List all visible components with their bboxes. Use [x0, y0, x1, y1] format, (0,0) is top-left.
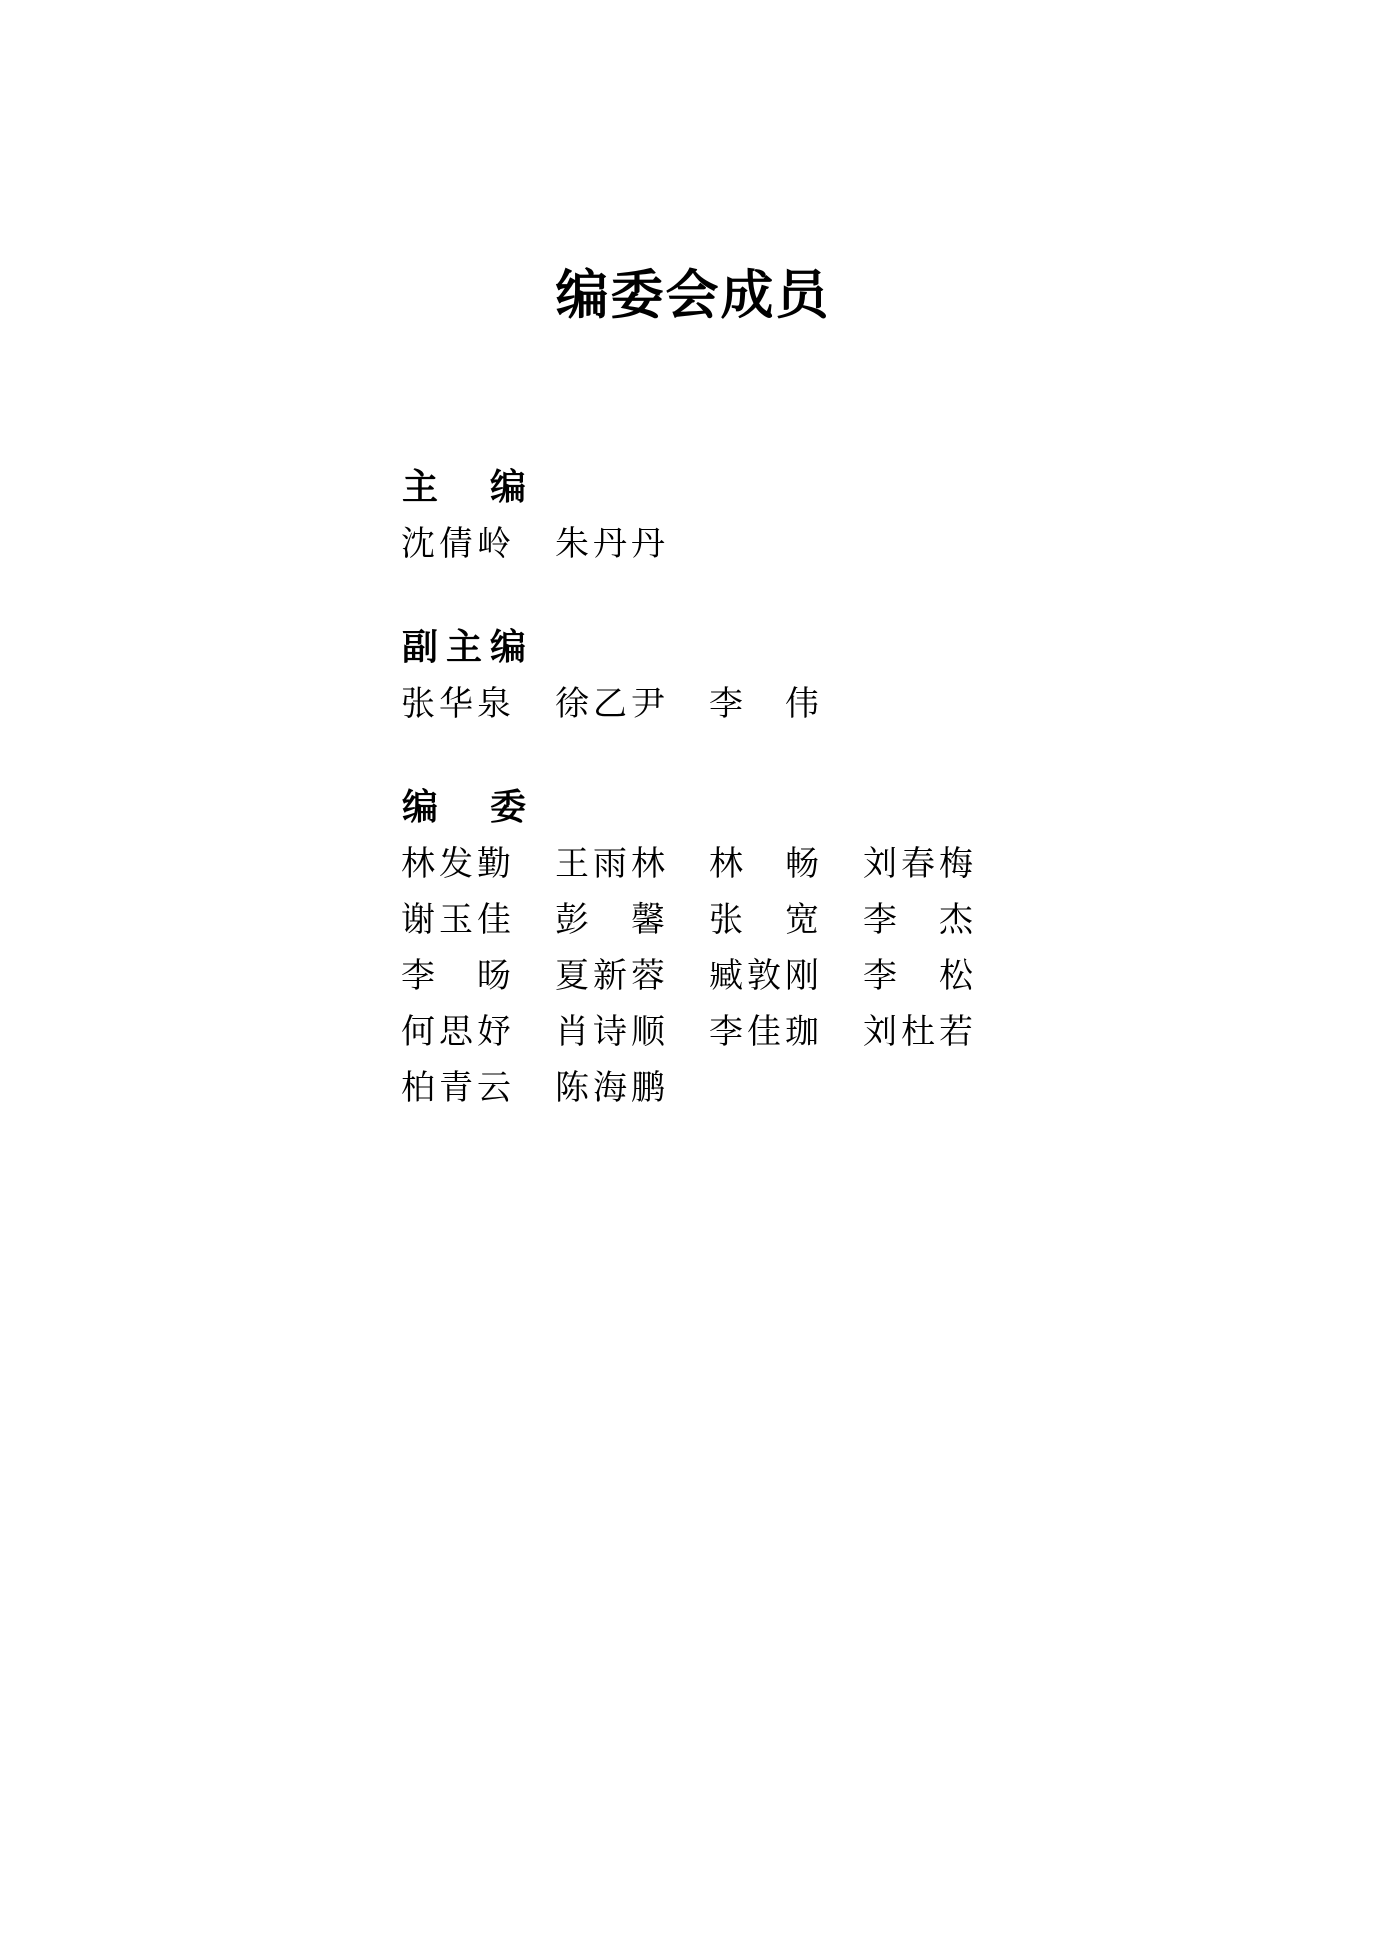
- editorial-board-row: [400, 842, 1100, 886]
- character: 旸: [477, 956, 511, 996]
- character: 玉: [439, 900, 473, 940]
- member-name: [554, 954, 666, 998]
- character: 敦: [747, 956, 781, 996]
- character: 华: [439, 684, 473, 724]
- member-name: [400, 842, 512, 886]
- character: 杰: [939, 900, 973, 940]
- character: 夏: [555, 956, 589, 996]
- member-name: [862, 898, 974, 942]
- deputy-chief-editor-row: [400, 682, 1100, 726]
- character: 副: [401, 627, 438, 668]
- character: 杜: [901, 1012, 935, 1052]
- member-name: [708, 842, 820, 886]
- member-name: [554, 898, 666, 942]
- character: 张: [709, 900, 743, 940]
- character: 畅: [785, 844, 819, 884]
- character: 编: [401, 787, 438, 828]
- character: 云: [477, 1068, 511, 1108]
- character: 李: [709, 684, 743, 724]
- member-name: [554, 522, 666, 566]
- page-title: 编委会成员: [555, 264, 831, 326]
- character: 编: [489, 467, 526, 508]
- character: 岭: [477, 524, 511, 564]
- character: 顺: [631, 1012, 665, 1052]
- character: 彭: [555, 900, 589, 940]
- character: 蓉: [631, 956, 665, 996]
- character: 春: [901, 844, 935, 884]
- character: 珈: [785, 1012, 819, 1052]
- character: 刘: [863, 1012, 897, 1052]
- character: 发: [439, 844, 473, 884]
- member-name: [400, 682, 512, 726]
- character: 李: [709, 1012, 743, 1052]
- character: 林: [401, 844, 435, 884]
- editorial-board-row: [400, 954, 1100, 998]
- character: 陈: [555, 1068, 589, 1108]
- character: 谢: [401, 900, 435, 940]
- character: 宽: [785, 900, 819, 940]
- member-name: [708, 682, 820, 726]
- character: 何: [401, 1012, 435, 1052]
- member-name: [400, 522, 512, 566]
- character: 李: [863, 956, 897, 996]
- member-name: [400, 1066, 512, 1110]
- character: 编: [489, 627, 526, 668]
- chief-editor-row: [400, 522, 1100, 566]
- character: 张: [401, 684, 435, 724]
- character: 梅: [939, 844, 973, 884]
- character: 鹏: [631, 1068, 665, 1108]
- character: 伟: [785, 684, 819, 724]
- character: 倩: [439, 524, 473, 564]
- character: 思: [439, 1012, 473, 1052]
- editorial-board-heading: [400, 786, 530, 830]
- character: 勤: [477, 844, 511, 884]
- member-name: [554, 682, 666, 726]
- editorial-board-row: [400, 898, 1100, 942]
- member-name: [862, 842, 974, 886]
- character: 佳: [747, 1012, 781, 1052]
- character: 徐: [555, 684, 589, 724]
- character: 馨: [631, 900, 665, 940]
- character: 刚: [785, 956, 819, 996]
- member-name: [554, 842, 666, 886]
- character: 臧: [709, 956, 743, 996]
- character: 松: [939, 956, 973, 996]
- character: 王: [555, 844, 589, 884]
- member-name: [400, 898, 512, 942]
- editorial-board-row: [400, 1010, 1100, 1054]
- deputy-chief-editor-heading: [400, 626, 530, 670]
- character: 李: [863, 900, 897, 940]
- character: 朱: [555, 524, 589, 564]
- character: 若: [939, 1012, 973, 1052]
- character: 沈: [401, 524, 435, 564]
- character: 林: [631, 844, 665, 884]
- member-name: [708, 898, 820, 942]
- character: 丹: [631, 524, 665, 564]
- character: 刘: [863, 844, 897, 884]
- character: 佳: [477, 900, 511, 940]
- member-name: [708, 1010, 820, 1054]
- member-name: [862, 1010, 974, 1054]
- member-name: [554, 1010, 666, 1054]
- character: 青: [439, 1068, 473, 1108]
- character: 海: [593, 1068, 627, 1108]
- member-name: [708, 954, 820, 998]
- member-name: [400, 1010, 512, 1054]
- character: 新: [593, 956, 627, 996]
- character: 主: [445, 627, 482, 668]
- editorial-board-row: [400, 1066, 1100, 1110]
- character: 丹: [593, 524, 627, 564]
- character: 主: [401, 467, 438, 508]
- character: 诗: [593, 1012, 627, 1052]
- character: 尹: [631, 684, 665, 724]
- character: 李: [401, 956, 435, 996]
- member-name: [400, 954, 512, 998]
- character: 乙: [593, 684, 627, 724]
- character: 林: [709, 844, 743, 884]
- character: 委: [489, 787, 526, 828]
- character: 肖: [555, 1012, 589, 1052]
- character: 泉: [477, 684, 511, 724]
- member-name: [554, 1066, 666, 1110]
- member-name: [862, 954, 974, 998]
- character: 妤: [477, 1012, 511, 1052]
- character: 雨: [593, 844, 627, 884]
- character: 柏: [401, 1068, 435, 1108]
- chief-editor-heading: [400, 466, 530, 510]
